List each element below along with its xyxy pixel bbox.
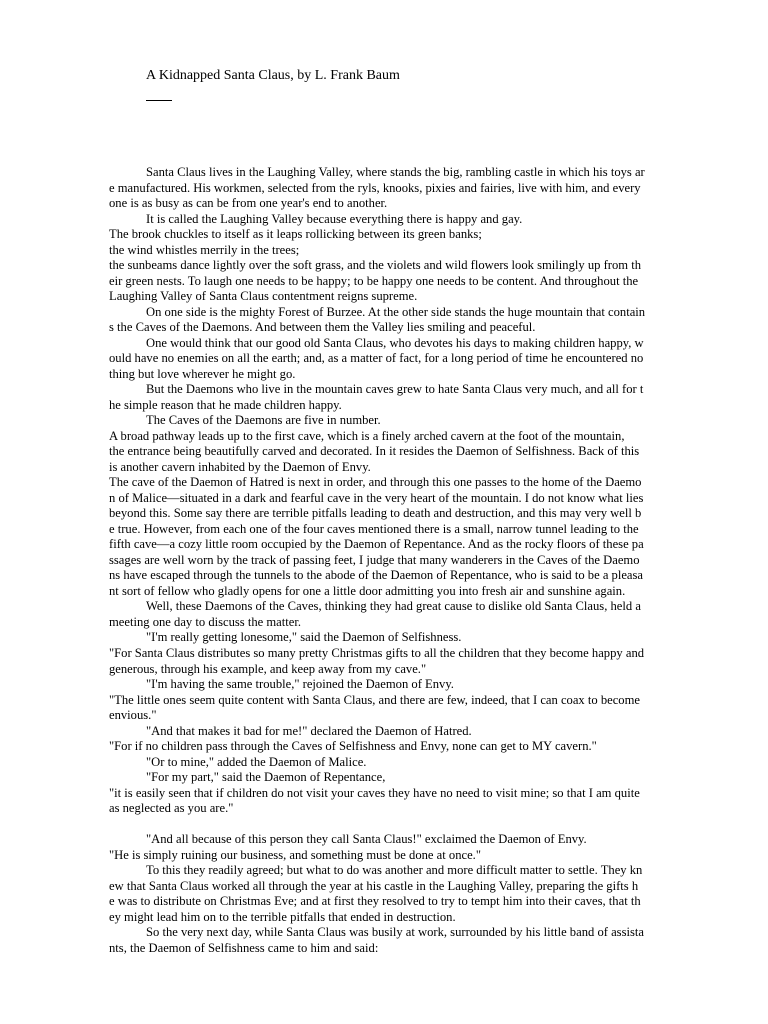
text-line: The cave of the Daemon of Hatred is next in order, and through this one passes to the home of the Daemo [109, 475, 642, 490]
text-line: "For if no children pass through the Caves of Selfishness and Envy, none can get to MY cavern." [109, 739, 597, 754]
text-line: The brook chuckles to itself as it leaps rollicking between its green banks; [109, 227, 482, 242]
text-line: Laughing Valley of Santa Claus contentment reigns supreme. [109, 289, 418, 304]
text-line: "For Santa Claus distributes so many pretty Christmas gifts to all the children that they become happy and [109, 645, 645, 660]
text-line: ey might lead him on to the terrible pitfalls that ended in destruction. [109, 909, 456, 924]
text-line: as neglected as you are." [109, 801, 234, 816]
text-line: ssages are well worn by the track of passing feet, I judge that many wanderers in the Caves of the Daemo [109, 552, 640, 567]
text-line: "He is simply ruining our business, and something must be done at once." [109, 847, 481, 862]
text-line: nt sort of fellow who gladly opens for one a little door admitting you into fresh air and sunshine again. [109, 583, 626, 598]
text-line: is another cavern inhabited by the Daemon of Envy. [109, 459, 371, 474]
text-line: e was to distribute on Christmas Eve; and at first they resolved to try to tempt him into their caves, that th [109, 894, 641, 909]
text-line: the wind whistles merrily in the trees; [109, 242, 300, 257]
text-line: the entrance being beautifully carved and decorated. In it resides the Daemon of Selfishness. Back of this [109, 444, 640, 459]
text-line: the sunbeams dance lightly over the soft grass, and the violets and wild flowers look smilingly up from th [109, 258, 641, 273]
paragraph-first-line: "And all because of this person they call Santa Claus!" exclaimed the Daemon of Envy. [146, 832, 587, 847]
text-line: beyond this. Some say there are terrible pitfalls leading to death and destruction, and this may very well b [109, 506, 642, 521]
text-line: envious." [109, 708, 157, 723]
text-line: e true. However, from each one of the four caves mentioned there is a small, narrow tunnel leading to the [109, 521, 639, 536]
paragraph-first-line: So the very next day, while Santa Claus was busily at work, surrounded by his little band of assista [146, 925, 644, 940]
paragraph-first-line: "I'm really getting lonesome," said the Daemon of Selfishness. [146, 630, 462, 645]
page-header-title: A Kidnapped Santa Claus, by L. Frank Baum [146, 68, 400, 83]
header-rule [146, 100, 172, 101]
paragraph-first-line: It is called the Laughing Valley because everything there is happy and gay. [146, 211, 523, 226]
text-line: n of Malice—situated in a dark and fearful cave in the very heart of the mountain. I do not know what lies [109, 490, 644, 505]
text-line: ns have escaped through the tunnels to the abode of the Daemon of Repentance, who is said to be a pleasa [109, 568, 644, 583]
text-line: ould have no enemies on all the earth; and, as a matter of fact, for a long period of time he encountered no [109, 351, 644, 366]
text-line: fifth cave—a cozy little room occupied by the Daemon of Repentance. And as the rocky floors of these pa [109, 537, 644, 552]
paragraph-first-line: Well, these Daemons of the Caves, thinking they had great cause to dislike old Santa Claus, held a [146, 599, 641, 614]
paragraph-first-line: "For my part," said the Daemon of Repentance, [146, 770, 386, 785]
text-line: A broad pathway leads up to the first cave, which is a finely arched cavern at the foot of the mountain, [109, 428, 625, 443]
text-line: "it is easily seen that if children do not visit your caves they have no need to visit mine; so that I am quite [109, 785, 640, 800]
text-line: eir green nests. To laugh one needs to be happy; to be happy one needs to be content. And throughout the [109, 273, 639, 288]
text-line: thing but love wherever he might go. [109, 366, 296, 381]
text-line: one is as busy as can be from one year's end to another. [109, 196, 388, 211]
paragraph-first-line: On one side is the mighty Forest of Burzee. At the other side stands the huge mountain that contain [146, 304, 646, 319]
text-line: nts, the Daemon of Selfishness came to him and said: [109, 940, 379, 955]
paragraph-first-line: To this they readily agreed; but what to do was another and more difficult matter to settle. They kn [146, 863, 643, 878]
text-line: ew that Santa Claus worked all through the year at his castle in the Laughing Valley, preparing the gifts h [109, 878, 639, 893]
paragraph-first-line: "I'm having the same trouble," rejoined the Daemon of Envy. [146, 677, 454, 692]
text-line: s the Caves of the Daemons. And between them the Valley lies smiling and peaceful. [109, 320, 536, 335]
text-line: "The little ones seem quite content with Santa Claus, and there are few, indeed, that I can coax to become [109, 692, 640, 707]
blank-line [109, 817, 713, 833]
paragraph-first-line: One would think that our good old Santa Claus, who devotes his days to making children happy, w [146, 335, 644, 350]
paragraph-first-line: "Or to mine," added the Daemon of Malice. [146, 754, 367, 769]
text-line: e manufactured. His workmen, selected from the ryls, knooks, pixies and fairies, live with him, and every [109, 180, 641, 195]
text-line: generous, through his example, and keep away from my cave." [109, 661, 427, 676]
paragraph-first-line: The Caves of the Daemons are five in number. [146, 413, 381, 428]
body-text [109, 165, 713, 956]
paragraph-first-line: "And that makes it bad for me!" declared the Daemon of Hatred. [146, 723, 472, 738]
paragraph-first-line: But the Daemons who live in the mountain caves grew to hate Santa Claus very much, and all for t [146, 382, 644, 397]
text-line: he simple reason that he made children happy. [109, 397, 342, 412]
paragraph-first-line: Santa Claus lives in the Laughing Valley, where stands the big, rambling castle in which his toys ar [146, 165, 645, 179]
text-line: meeting one day to discuss the matter. [109, 614, 302, 629]
